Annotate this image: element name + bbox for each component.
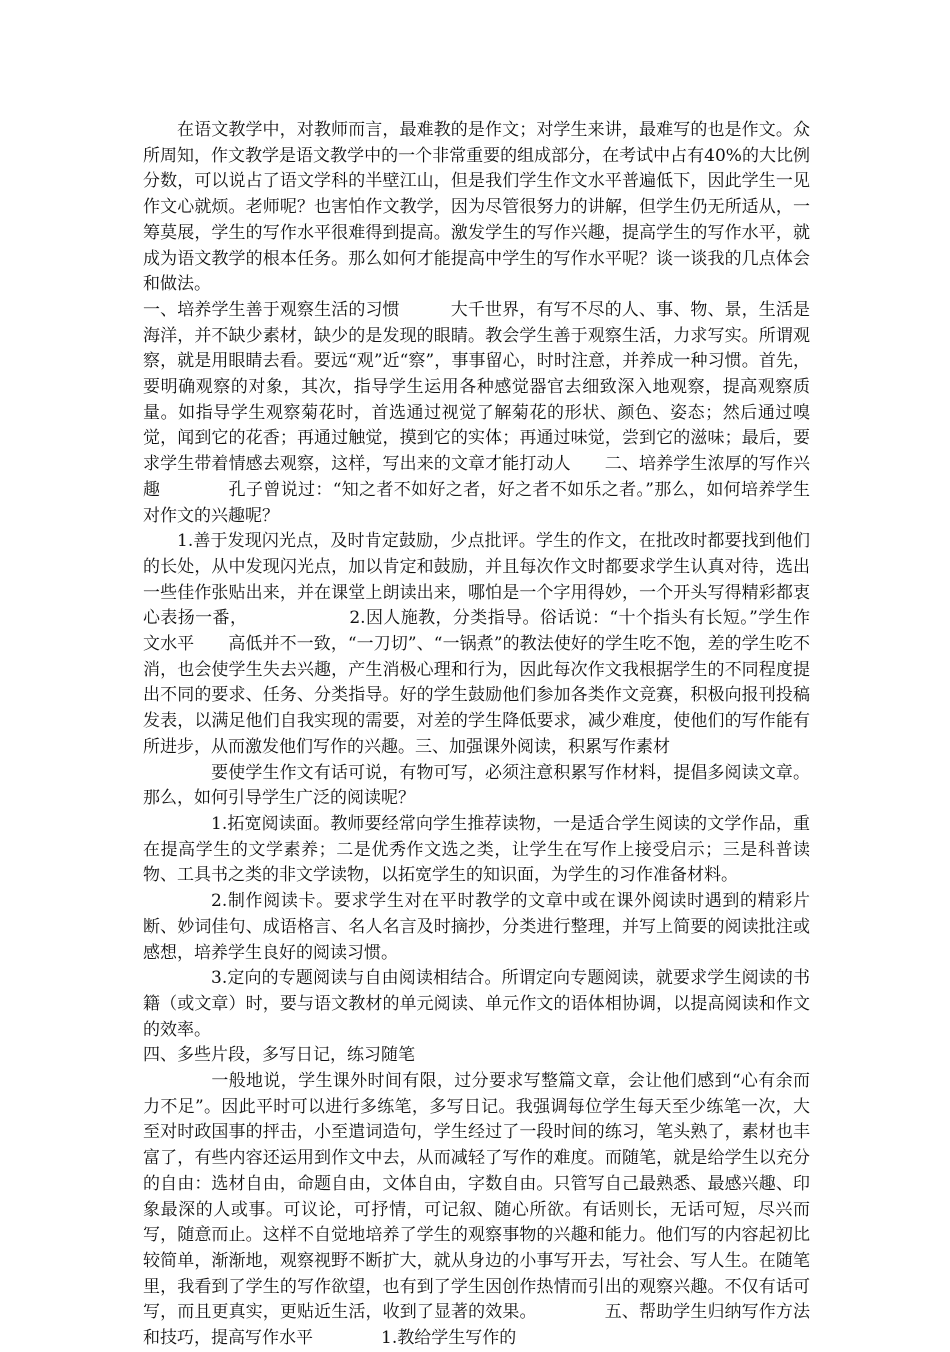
section-1-block bbox=[143, 298, 810, 529]
section-4-text: 一般地说，学生课外时间有限，过分要求写整篇文章，会让他们感到“心有余而力不足”。因此平时可以进行多练笔，多写日记。我强调每位学生每天至少练笔一次，大至对时政国事的抨击，小至遣词造句，学生经过了一段时间的练习，笔头熟了，素材也丰富了，有些内容还运用到作文中去，从而减轻了写作的难度。而随笔，就是给学生以充分的自由：选材自由，命题自由，文体自由，字数自由。只管写自己最熟悉、最感兴趣、印象最深的人或事。可议论，可抒情，可记叙、随心所欲。有话则长，无话可短，尽兴而写，随意而止。这样不自觉地培养了学生的观察事物的兴趣和能力。他们写的内容起初比较简单，渐渐地，观察视野不断扩大，就从身边的小事写开去，写社会、写人生。在随笔里，我看到了学生的写作欲望，也有到了学生因创作热情而引出的观察兴趣。不仅有话可写，而且更真实，更贴近生活，收到了显著的效果。 bbox=[143, 1071, 810, 1323]
intro-text: 在语文教学中，对教师而言，最难教的是作文；对学生来讲，最难写的也是作文。众所周知，作文教学是语文教学中的一个非常重要的组成部分，在考试中占有40%的大比例分数，可以说占了语文学科的半壁江山，但是我们学生作文水平普遍低下，因此学生一见作文心就烦。老师呢？也害怕作文教学，因为尽管很努力的讲解，但学生仍无所适从，一筹莫展，学生的写作水平很难得到提高。激发学生的写作兴趣，提高学生的写作水平，就成为语文教学的根本任务。那么如何才能提高中学生的写作水平呢？谈一谈我的几点体会和做法。 bbox=[143, 120, 810, 295]
document-body bbox=[143, 118, 810, 1352]
section-3-item-1 bbox=[143, 812, 810, 889]
section-5-text: 1.教给学生写作的 bbox=[381, 1328, 517, 1349]
section-2-text: 孔子曾说过：“知之者不如好之者，好之者不如乐之者。”那么，如何培养学生对作文的兴趣呢？ bbox=[143, 479, 810, 526]
section-3-intro-text: 要使学生作文有话可说，有物可写，必须注意积累写作材料，提倡多阅读文章。那么，如何引导学生广泛的阅读呢？ bbox=[143, 762, 810, 809]
section-1-heading: 一、培养学生善于观察生活的习惯 bbox=[143, 299, 400, 320]
item-2-text-b: 高低并不一致，“一刀切”、“一锅煮”的教法使好的学生吃不饱，差的学生吃不消，也会使学生失去兴趣，产生消极心理和行为，因此每次作文我根据学生的不同程度提出不同的要求、任务、分类指导。好的学生鼓励他们参加各类作文竞赛，积极向报刊投稿发表，以满足他们自我实现的需要，对差的学生降低要求，减少难度，使他们的写作能有所进步，从而激发他们写作的兴趣。 bbox=[143, 634, 810, 757]
section-1-text: 大千世界，有写不尽的人、事、物、景，生活是海洋，并不缺少素材，缺少的是发现的眼睛。教会学生善于观察生活，力求写实。所谓观察，就是用眼睛去看。要远“观”近“察”，事事留心，时时注意，并养成一种习惯。首先，要明确观察的对象，其次，指导学生运用各种感觉器官去细致深入地观察，提高观察质量。如指导学生观察菊花时，首选通过视觉了解菊花的形状、颜色、姿态；然后通过嗅觉，闻到它的花香；再通过触觉，摸到它的实体；再通过味觉，尝到它的滋味；最后，要求学生带着情感去观察，这样，写出来的文章才能打动人 bbox=[143, 299, 811, 475]
section-3-item-3 bbox=[143, 966, 810, 1043]
section-3-item-2 bbox=[143, 889, 810, 966]
section-2-heading: 二、培养学生浓厚的写作兴趣 bbox=[143, 454, 811, 500]
section-3-intro bbox=[143, 761, 810, 812]
reading-item-1: 1.拓宽阅读面。教师要经常向学生推荐读物，一是适合学生阅读的文学作品，重在提高学生的文学素养；二是优秀作文选之类，让学生在写作上接受启示；三是科普读物、工具书之类的非文学读物，以拓宽学生的知识面，为学生的习作准备材料。 bbox=[143, 813, 810, 886]
section-4-paragraph bbox=[143, 1069, 810, 1352]
reading-item-3: 3.定向的专题阅读与自由阅读相结合。所谓定向专题阅读，就要求学生阅读的书籍（或文章）时，要与语文教材的单元阅读、单元作文的语体相协调，以提高阅读和作文的效率。 bbox=[143, 968, 810, 1040]
reading-item-2: 2.制作阅读卡。要求学生对在平时教学的文章中或在课外阅读时遇到的精彩片断、妙词佳句、成语格言、名人名言及时摘抄，分类进行整理，并写上简要的阅读批注或感想，培养学生良好的阅读习惯。 bbox=[143, 891, 810, 963]
item-2-text-a: 2.因人施教，分类指导。俗话说：“十个指头有长短。”学生作文水平 bbox=[143, 608, 810, 655]
section-4-heading: 四、多些片段，多写日记，练习随笔 bbox=[143, 1045, 415, 1066]
section-5-heading: 五、帮助学生归纳写作方法和技巧，提高写作水平 bbox=[143, 1302, 811, 1349]
section-2-item-1 bbox=[143, 529, 810, 760]
section-3-heading: 三、加强课外阅读，积累写作素材 bbox=[415, 736, 670, 757]
intro-paragraph bbox=[143, 118, 810, 298]
item-1-text: 1.善于发现闪光点，及时肯定鼓励，少点批评。学生的作文，在批改时都要找到他们的长处，从中发现闪光点，加以肯定和鼓励，并且每次作文时都要求学生认真对待，选出一些佳作张贴出来，并在课堂上朗读出来，哪怕是一个字用得妙，一个开头写得精彩都衷心表扬一番， bbox=[143, 531, 810, 629]
